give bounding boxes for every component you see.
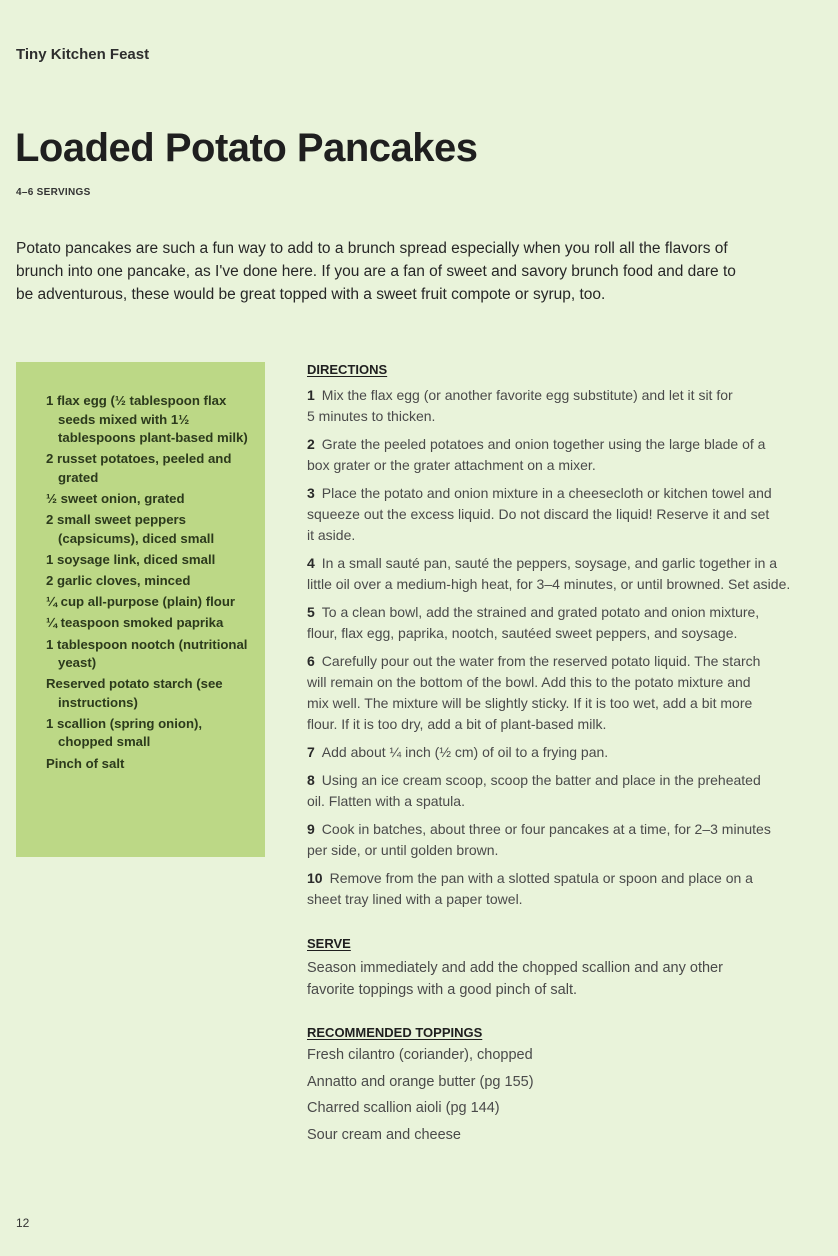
step-number: 5 [307, 604, 315, 620]
step-number: 3 [307, 485, 315, 501]
recipe-title: Loaded Potato Pancakes [15, 126, 478, 170]
direction-step [307, 868, 838, 910]
directions-list [307, 385, 838, 910]
step-text: 5 minutes to thicken. [307, 408, 436, 424]
ingredient-item: 2 small sweet peppers (capsicums), diced small [46, 512, 215, 546]
step-text: Remove from the pan with a slotted spatula or spoon and place on a [329, 870, 753, 886]
step-text: Mix the flax egg (or another favorite egg substitute) and let it sit for [321, 387, 733, 403]
page-number: 12 [16, 1216, 30, 1230]
step-number: 9 [307, 821, 315, 837]
step-text: oil. Flatten with a spatula. [307, 793, 465, 809]
ingredients-panel [16, 362, 265, 857]
step-number: 4 [307, 555, 315, 571]
direction-step [307, 553, 838, 595]
step-text: Using an ice cream scoop, scoop the batter and place in the preheated [321, 772, 761, 788]
method-column [307, 362, 838, 1148]
ingredient-item: 2 garlic cloves, minced [46, 572, 191, 588]
step-text: box grater or the grater attachment on a mixer. [307, 457, 596, 473]
direction-step [307, 819, 838, 861]
step-number: 6 [307, 653, 315, 669]
toppings-heading: RECOMMENDED TOPPINGS [307, 1025, 483, 1040]
direction-step [307, 483, 838, 546]
ingredient-item: 1 tablespoon nootch (nutritional yeast) [46, 636, 248, 670]
step-text: In a small sauté pan, sauté the peppers, soysage, and garlic together in a [321, 555, 778, 571]
step-text: To a clean bowl, add the strained and grated potato and onion mixture, [321, 604, 760, 620]
topping-item: Charred scallion aioli (pg 144) [307, 1100, 500, 1116]
step-text: sheet tray lined with a paper towel. [307, 891, 523, 907]
step-text: Place the potato and onion mixture in a cheesecloth or kitchen towel and [321, 485, 772, 501]
ingredient-item: ¼ cup all-purpose (plain) flour [46, 594, 236, 610]
ingredient-item: ½ sweet onion, grated [46, 490, 185, 506]
step-text: Add about ¼ inch (½ cm) of oil to a frying pan. [321, 744, 609, 760]
ingredients-list [46, 392, 251, 773]
step-text: will remain on the bottom of the bowl. Add this to the potato mixture and [307, 674, 751, 690]
step-text: little oil over a medium-high heat, for 3–4 minutes, or until browned. Set aside. [307, 576, 791, 592]
ingredient-item: 1 flax egg (½ tablespoon flax seeds mixed with 1½ tablespoons plant-based milk) [46, 393, 248, 445]
ingredient-item: Pinch of salt [46, 755, 125, 771]
topping-item: Fresh cilantro (coriander), chopped [307, 1047, 533, 1063]
step-text: Carefully pour out the water from the reserved potato liquid. The starch [321, 653, 761, 669]
recipe-intro: Potato pancakes are such a fun way to add to a brunch spread especially when you roll all the flavors of brunch into one pancake, as I've done here. If you are a fan of sweet and savory brunch food and dare to be adventurous, these would be great topped with a sweet fruit compote or syrup, too. [16, 240, 736, 303]
serve-text: Season immediately and add the chopped scallion and any other [307, 960, 723, 976]
step-number: 1 [307, 387, 315, 403]
serve-text: favorite toppings with a good pinch of salt. [307, 982, 578, 998]
direction-step [307, 742, 838, 763]
directions-heading: DIRECTIONS [307, 362, 388, 377]
direction-step [307, 434, 838, 476]
book-title: Tiny Kitchen Feast [16, 46, 150, 63]
step-text: mix well. The mixture will be slightly sticky. If it is too wet, add a bit more [307, 695, 753, 711]
ingredient-item: 1 soysage link, diced small [46, 551, 216, 567]
ingredient-item: ¼ teaspoon smoked paprika [46, 615, 224, 631]
ingredient-item: 2 russet potatoes, peeled and grated [46, 451, 232, 485]
step-number: 2 [307, 436, 315, 452]
step-text: per side, or until golden brown. [307, 842, 499, 858]
step-text: squeeze out the excess liquid. Do not discard the liquid! Reserve it and set [307, 506, 770, 522]
topping-item: Sour cream and cheese [307, 1126, 461, 1143]
serve-heading: SERVE [307, 936, 351, 951]
step-text: it aside. [307, 527, 356, 543]
ingredient-item: Reserved potato starch (see instructions) [46, 676, 223, 710]
toppings-list [307, 1042, 838, 1148]
step-text: Cook in batches, about three or four pancakes at a time, for 2–3 minutes [321, 821, 771, 837]
topping-item: Annatto and orange butter (pg 155) [307, 1073, 534, 1090]
direction-step [307, 602, 838, 644]
direction-step [307, 651, 838, 735]
ingredient-item: 1 scallion (spring onion), chopped small [46, 715, 203, 750]
step-number: 7 [307, 744, 315, 760]
step-text: Grate the peeled potatoes and onion together using the large blade of a [321, 436, 766, 452]
step-number: 8 [307, 772, 315, 788]
direction-step [307, 385, 838, 427]
servings-label: 4–6 SERVINGS [16, 187, 91, 198]
step-text: flour, flax egg, paprika, nootch, sautéed sweet peppers, and soysage. [307, 625, 738, 641]
direction-step [307, 770, 838, 812]
step-text: flour. If it is too dry, add a bit of plant-based milk. [307, 716, 607, 732]
step-number: 10 [307, 870, 323, 886]
